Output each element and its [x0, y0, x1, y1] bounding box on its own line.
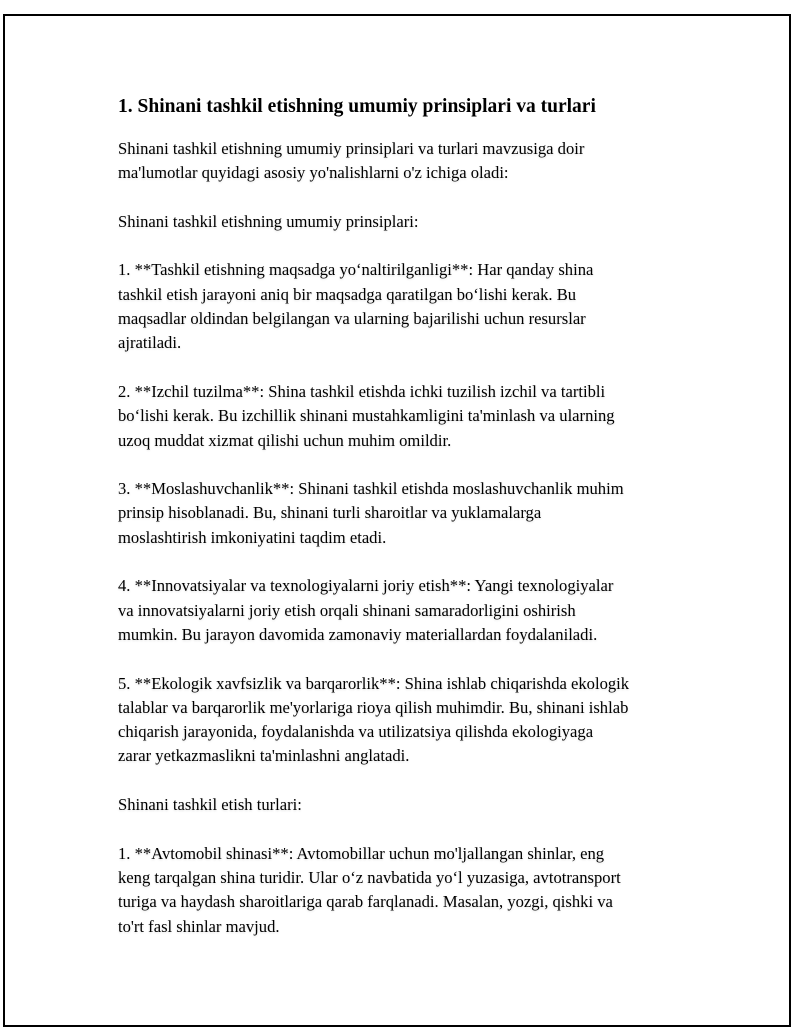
- text-line: moslashtirish imkoniyatini taqdim etadi.: [118, 527, 387, 547]
- text-line: keng tarqalgan shina turidir. Ular o‘z navbatida yo‘l yuzasiga, avtotransport: [118, 867, 621, 887]
- text-line: prinsip hisoblanadi. Bu, shinani turli sharoitlar va yuklamalarga: [118, 503, 542, 523]
- document-body: [118, 94, 704, 963]
- text-line: chiqarish jarayonida, foydalanishda va utilizatsiya qilishda ekologiyaga: [118, 722, 594, 742]
- document-title: 1. Shinani tashkil etishning umumiy prinsiplari va turlari: [118, 96, 596, 117]
- text-line: mumkin. Bu jarayon davomida zamonaviy materiallardan foydalaniladi.: [118, 624, 598, 644]
- paragraph: [118, 842, 704, 939]
- text-line: 4. **Innovatsiyalar va texnologiyalarni joriy etish**: Yangi texnologiyalar: [118, 576, 614, 596]
- text-line: 5. **Ekologik xavfsizlik va barqarorlik**: Shina ishlab chiqarishda ekologik: [118, 673, 630, 693]
- text-line: maqsadlar oldindan belgilangan va ularning bajarilishi uchun resurslar: [118, 309, 586, 329]
- paragraph: [118, 210, 704, 234]
- text-line: 3. **Moslashuvchanlik**: Shinani tashkil etishda moslashuvchanlik muhim: [118, 479, 624, 499]
- text-line: zarar yetkazmaslikni ta'minlashni anglatadi.: [118, 746, 410, 766]
- paragraph: [118, 793, 704, 817]
- text-line: uzoq muddat xizmat qilishi uchun muhim omildir.: [118, 430, 452, 450]
- text-line: bo‘lishi kerak. Bu izchillik shinani mustahkamligini ta'minlash va ularning: [118, 406, 615, 426]
- text-line: 2. **Izchil tuzilma**: Shina tashkil etishda ichki tuzilish izchil va tartibli: [118, 381, 606, 401]
- text-line: Shinani tashkil etish turlari:: [118, 795, 302, 815]
- text-line: ajratiladi.: [118, 333, 182, 353]
- paragraph-list: [118, 137, 704, 939]
- text-line: ma'lumotlar quyidagi asosiy yo'nalishlarni o'z ichiga oladi:: [118, 163, 509, 183]
- text-line: Shinani tashkil etishning umumiy prinsiplari va turlari mavzusiga doir: [118, 139, 585, 158]
- paragraph: [118, 477, 704, 550]
- text-line: Shinani tashkil etishning umumiy prinsiplari:: [118, 211, 419, 231]
- paragraph: [118, 380, 704, 453]
- text-line: 1. **Tashkil etishning maqsadga yo‘naltirilganligi**: Har qanday shina: [118, 260, 594, 280]
- text-line: turiga va haydash sharoitlariga qarab farqlanadi. Masalan, yozgi, qishki va: [118, 892, 613, 912]
- text-line: va innovatsiyalarni joriy etish orqali shinani samaradorligini oshirish: [118, 600, 576, 620]
- paragraph: [118, 574, 704, 647]
- text-line: tashkil etish jarayoni aniq bir maqsadga qaratilgan bo‘lishi kerak. Bu: [118, 284, 577, 304]
- text-line: 1. **Avtomobil shinasi**: Avtomobillar uchun mo'ljallangan shinlar, eng: [118, 843, 605, 863]
- text-line: talablar va barqarorlik me'yorlariga rioya qilish muhimdir. Bu, shinani ishlab: [118, 697, 629, 717]
- paragraph: [118, 258, 704, 355]
- paragraph: [118, 137, 704, 186]
- paragraph: [118, 672, 704, 769]
- text-line: to'rt fasl shinlar mavjud.: [118, 916, 280, 936]
